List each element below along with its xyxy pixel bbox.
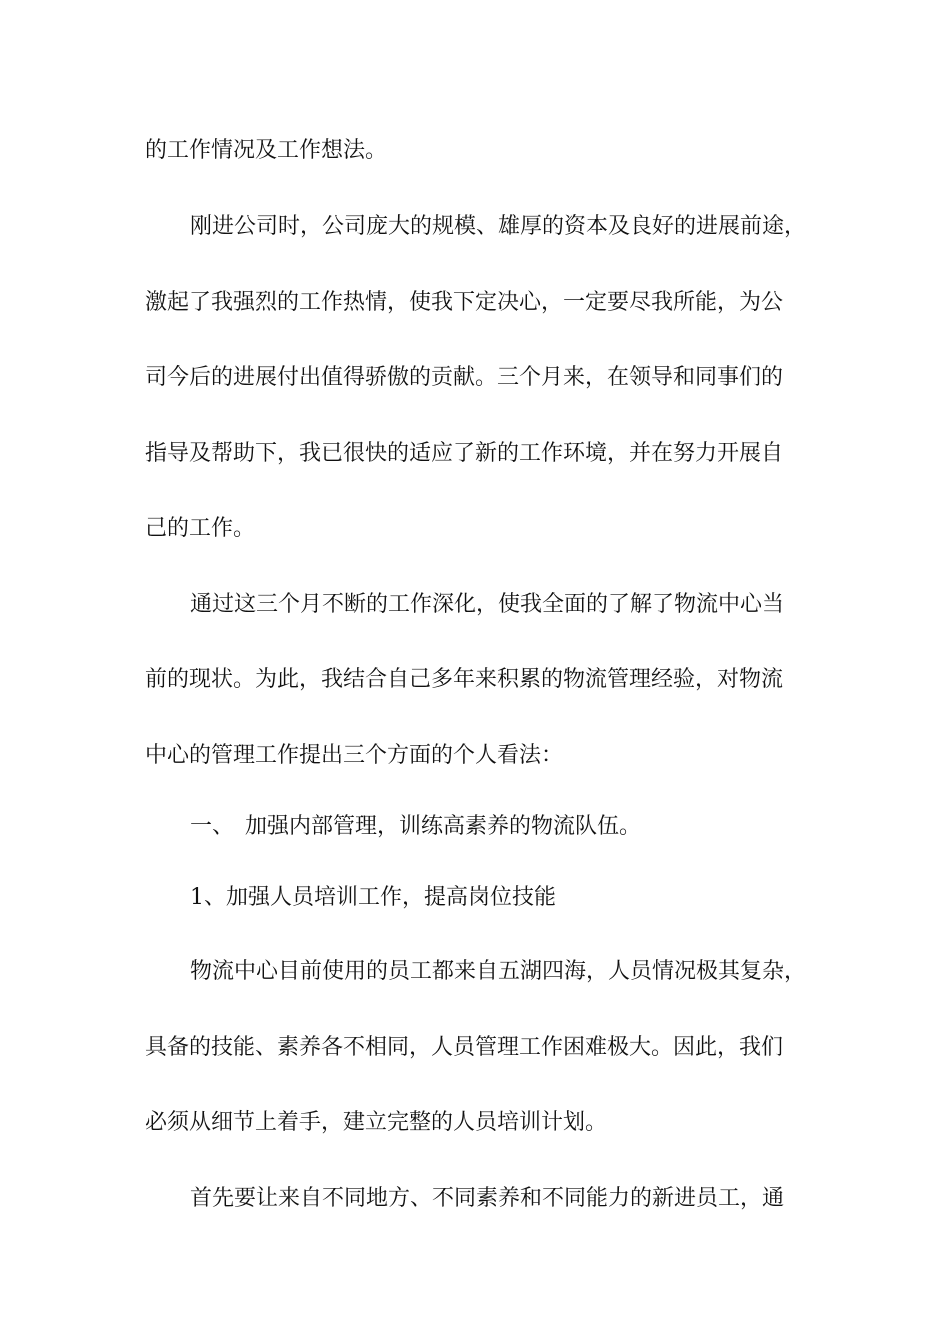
section-heading bbox=[190, 807, 826, 847]
text-line: 中心的管理工作提出三个方面的个人看法： bbox=[145, 743, 564, 768]
paragraph-start-line: 刚进公司时，公司庞大的规模、雄厚的资本及良好的进展前途， bbox=[190, 214, 807, 239]
text-line: 必须从细节上着手，建立完整的人员培训计划。 bbox=[145, 1110, 608, 1135]
text-line: 激起了我强烈的工作热情，使我下定决心，一定要尽我所能，为公 bbox=[145, 290, 784, 315]
paragraph-start-line: 通过这三个月不断的工作深化，使我全面的了解了物流中心当 bbox=[190, 592, 785, 617]
paragraph-start-line: 物流中心目前使用的员工都来自五湖四海，人员情况极其复杂， bbox=[190, 959, 807, 984]
text-line: 前的现状。为此，我结合自己多年来积累的物流管理经验，对物流 bbox=[145, 667, 784, 692]
text-line: 的工作情况及工作想法。 bbox=[145, 138, 388, 163]
subsection-heading: 1、加强人员培训工作，提高岗位技能 bbox=[190, 885, 556, 910]
text-line: 具备的技能、素养各不相同，人员管理工作困难极大。因此，我们 bbox=[145, 1035, 784, 1060]
text-line: 己的工作。 bbox=[145, 516, 256, 541]
paragraph-start-line: 首先要让来自不同地方、不同素养和不同能力的新进员工，通 bbox=[190, 1186, 785, 1211]
section-title: 加强内部管理，训练高素养的物流队伍。 bbox=[245, 814, 642, 839]
text-line: 司今后的进展付出值得骄傲的贡献。三个月来，在领导和同事们的 bbox=[145, 365, 784, 390]
text-line: 指导及帮助下，我已很快的适应了新的工作环境，并在努力开展自 bbox=[145, 441, 784, 466]
section-number: 一、 bbox=[190, 814, 235, 839]
